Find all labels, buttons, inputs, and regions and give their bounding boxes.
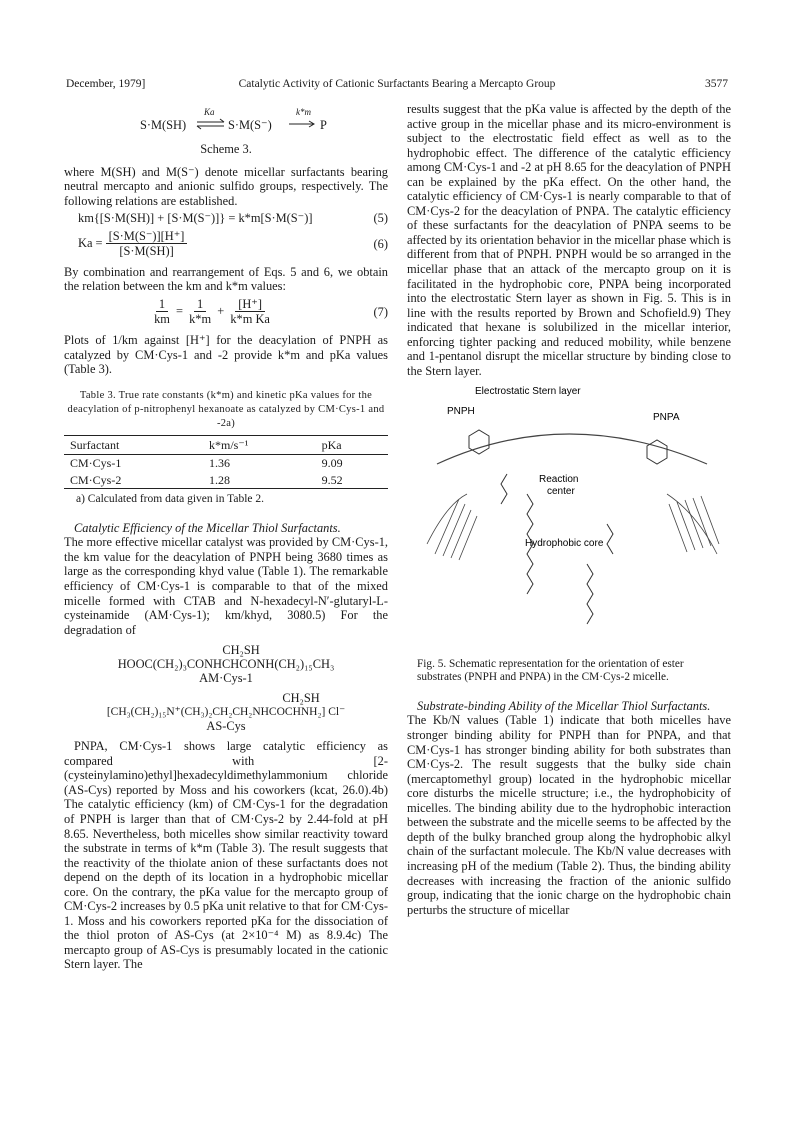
table-caption: Table 3. True rate constants (k*m) and kinetic pKa values for the deacylation of p-nitrophenyl hexanoate as catalyzed by CM·Cys-1 and -2a) <box>67 389 385 429</box>
page-number: 3577 <box>705 78 728 90</box>
figure-5 <box>407 384 731 685</box>
scheme-reactant: S·M(SH) <box>140 118 187 132</box>
equation-6 <box>64 229 388 259</box>
structure-formula: [CH₃(CH₂)₁₅N⁺(CH₃)₂CH₂CH₂NHCOCHNH₂] Cl⁻ <box>106 706 346 719</box>
label-reaction: Reaction <box>539 474 579 486</box>
fraction-numerator: 1 <box>194 297 206 313</box>
fraction-denominator: km <box>154 312 170 327</box>
benzene-rings <box>469 430 667 464</box>
structure-am-cys-1 <box>64 643 388 685</box>
label-core: Hydrophobic core <box>525 538 604 550</box>
fraction <box>186 297 214 327</box>
header-title: Catalytic Activity of Cationic Surfactants Bearing a Mercapto Group <box>238 78 556 90</box>
paragraph: By combination and rearrangement of Eqs. 5 and 6, we obtain the relation between the km and k*m values: <box>64 264 388 294</box>
scheme-product: P <box>320 118 327 132</box>
table-3 <box>64 435 388 490</box>
equation-number: (7) <box>373 304 388 319</box>
paragraph: results suggest that the pKa value is affected by the depth of the active group in the micellar phase and its micro-environment is subject to the electrostatic field effect as well as to the hydrophobic effect. The difference of the catalytic efficiency among CM·Cys-1 and -2 at pH 8.65 for the deacylation of PNPH can be explained by the pKa effect. On the other hand, the catalytic efficiency of CM·Cys-1 is nearly comparable to that of CM·Cys-2 for the deacylation of PNPA. The catalytic efficiency of these surfactants for the deacylation of PNPA seems to be affected by its orientation behavior in the micellar phase which is different from that of PNPH. PNPH would be so arranged in the micellar phase that an attack of the mercapto group on it is facilitated in the hydrophobic core, PNPA being incorporated into the electrostatic Stern layer as shown in Fig. 5. This is in line with the results reported by Brown and Schofield.9) They indicated that hexane is solubilized in the micellar interior, enforcing tighter packing and reduced mobility, while benzene and 1-pentanol disrupt the micellar structure by binding close to the Stern layer. <box>407 102 731 378</box>
equation-number: (6) <box>373 236 388 251</box>
label-pnph: PNPH <box>447 406 475 418</box>
label-pnpa: PNPA <box>653 412 680 424</box>
structure-name: AM·Cys-1 <box>199 671 253 686</box>
structure-formula: HOOC(CH₂)₃CONHCHCONH(CH₂)₁₅CH₃ <box>117 657 335 672</box>
scheme-k1: Ka <box>204 107 215 117</box>
fraction <box>151 297 173 327</box>
paragraph: The Kb/N values (Table 1) indicate that both micelles have stronger binding ability for PNPH than for PNPA, and that CM·Cys-1 has stronger binding ability for both substrates than CM·Cys-2. The result suggests that the bulky side chain (mercaptomethyl group) located in the hydrophobic micellar core disturbs the micelle structure; i.e., the hydrophobicity of micelles. The binding ability due to the hydrophobic interaction between the substrate and the micelle seems to be affected by the depth of the bulky branched group along the hydrophobic alkyl chain of the surfactant molecule. The Kb/N value decreases with increasing pH of the medium (Table 2). Thus, the binding ability decreases with increasing the fraction of the anionic sulfido group, indicating that the ionic charge on the hydrophobic chain perturbs the structure of micellar <box>407 713 731 917</box>
structure-substituent: CH₂SH <box>222 643 260 658</box>
equilibrium-arrow-icon <box>196 118 226 130</box>
paragraph: Plots of 1/km against [H⁺] for the deacylation of PNPH as catalyzed by CM·Cys-1 and -2 provide k*m and pKa values (Table 3). <box>64 333 388 377</box>
fraction-numerator: [S·M(S⁻)][H⁺] <box>106 229 188 245</box>
scheme-label: Scheme 3. <box>200 142 252 156</box>
section-heading: Substrate-binding Ability of the Micellar Thiol Surfactants. <box>417 698 711 713</box>
label-stern: Electrostatic Stern layer <box>475 386 581 398</box>
right-column <box>407 102 731 917</box>
table-cell: 9.09 <box>321 456 343 471</box>
equation-fraction <box>106 229 188 259</box>
fraction-numerator: [H⁺] <box>235 297 265 313</box>
equation-number: (5) <box>373 211 388 226</box>
section-heading: Catalytic Efficiency of the Micellar Thiol Surfactants. <box>74 520 341 535</box>
left-column <box>64 102 388 972</box>
figure-caption: Fig. 5. Schematic representation for the orientation of ester substrates (PNPH and PNPA) in the CM·Cys-2 micelle. <box>417 657 684 684</box>
scheme-k2: k*m <box>296 107 311 117</box>
table-header: pKa <box>316 435 388 455</box>
structure-as-cys <box>64 691 388 733</box>
header-date: December, 1979] <box>66 78 146 90</box>
table-row <box>64 472 388 489</box>
table-cell: 9.52 <box>316 472 388 489</box>
table-header: k*m/s⁻¹ <box>203 435 316 455</box>
equation-5 <box>64 211 388 226</box>
structure-substituent: CH₂SH <box>282 691 320 706</box>
paragraph: The more effective micellar catalyst was provided by CM·Cys-1, the km value for the deacylation of PNPH being 3680 times as large as the corresponding khyd value (Table 1). The remarkable efficiency of CM·Cys-1 is comparable to that of the mixed micelle formed with CTAB and N-hexadecyl-N′-glutaryl-L-cysteinamide (AM·Cys-1); km/khyd, 3080.5) For the degradation of <box>64 535 388 637</box>
table-cell: 1.36 <box>209 456 231 471</box>
table-cell: CM·Cys-1 <box>70 456 122 471</box>
fraction-numerator: 1 <box>156 297 168 313</box>
table-header: Surfactant <box>64 435 203 455</box>
scheme-intermediate: S·M(S⁻) <box>228 118 272 132</box>
fraction-denominator: [S·M(SH)] <box>119 244 174 259</box>
scheme-3 <box>64 102 388 142</box>
paragraph: PNPA, CM·Cys-1 shows large catalytic efficiency as compared with [2-(cysteinylamino)ethyl]hexadecyldimethylammonium chloride (AS-Cys) reported by Moss and his coworkers (kcat, 26.0).4b) The catalytic efficiency (km) of CM·Cys-1 for the degradation of PNPH is larger than that of CM·Cys-2 by 2.44-fold at pH 8.65. Nevertheless, both micelles show similar reactivity toward the substrate in terms of k*m (Table 3). The result suggests that the reactivity of the thiolate anion of these surfactants does not depend on the depth of its location in a hydrophobic micellar core. On the contrary, the pKa value for the mercapto group of CM·Cys-2 increases by 0.5 pKa unit relative to that for CM·Cys-1. Moss and his coworkers reported pKa for the dissociation of the thiol proton of AS-Cys (at 2×10⁻⁴ M) as 8.9.4c) The mercapto group of AS-Cys is presumably located in the cationic Stern layer. The <box>64 739 388 972</box>
paragraph: where M(SH) and M(S⁻) denote micellar surfactants bearing neutral mercapto and anionic sulfido groups, respectively. The following relations are established. <box>64 164 388 208</box>
fraction-denominator: k*m <box>189 312 212 327</box>
table-cell: CM·Cys-2 <box>64 472 203 489</box>
table-row <box>64 455 388 472</box>
structure-name: AS-Cys <box>206 719 246 734</box>
label-center: center <box>547 486 575 498</box>
table-cell: 1.28 <box>203 472 316 489</box>
fraction <box>227 297 273 327</box>
equation-7: $\frac{1}{km}$ = $\frac{1}{k*m}$ + $\frac{[H^+]}{\text{k*m Ka}}$ (7) <box>64 297 388 327</box>
micelle-schematic <box>407 384 731 644</box>
table-footnote: a) Calculated from data given in Table 2. <box>76 493 265 506</box>
fraction-denominator: k*m Ka <box>230 312 270 327</box>
equation-body: km{[S·M(SH)] + [S·M(S⁻)]} = k*m[S·M(S⁻)] <box>78 211 313 226</box>
reaction-arrow-icon <box>288 120 316 128</box>
equation-lhs: Ka = <box>78 235 103 250</box>
